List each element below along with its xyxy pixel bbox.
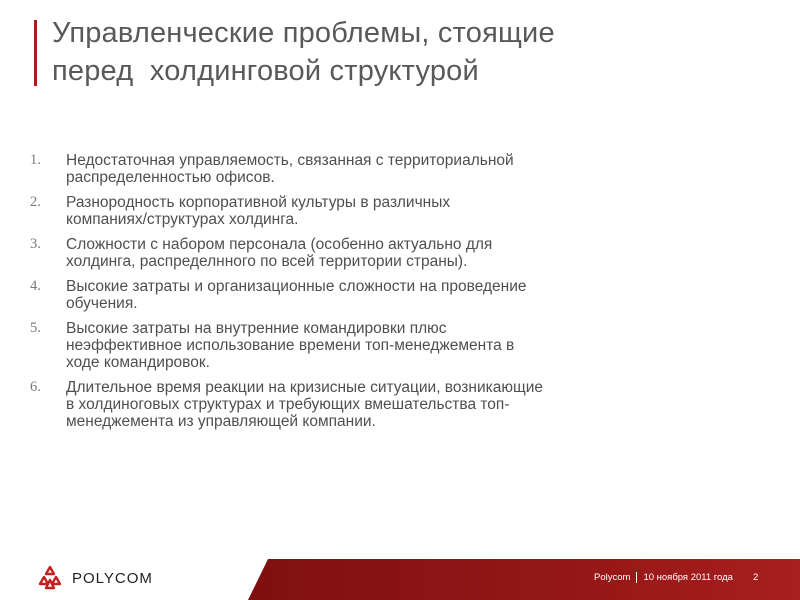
list-item-number: 4. (30, 278, 41, 294)
list-item-line: обучения. (66, 295, 138, 312)
slide-title-line: Управленческие проблемы, стоящие (52, 17, 555, 49)
list-item-line: менеджемента из управляющей компании. (66, 413, 376, 430)
list-item-text (66, 379, 700, 430)
list-item (30, 320, 700, 371)
list-item-number: 2. (30, 194, 41, 210)
list-item-line: ходе командировок. (66, 354, 210, 371)
polycom-triangle-logo-icon (36, 565, 64, 591)
list-item-line: в холдиноговых структурах и требующих вмешательства топ- (66, 396, 510, 413)
list-item (30, 194, 700, 228)
list-item-number: 1. (30, 152, 41, 168)
footer-date: 10 ноября 2011 года (643, 572, 733, 584)
list-item-line: Длительное время реакции на кризисные ситуации, возникающие (66, 379, 544, 396)
problem-list (30, 152, 700, 438)
list-item-line: Высокие затраты на внутренние командировки плюс (66, 320, 447, 337)
list-item-line: Разнородность корпоративной культуры в различных (66, 194, 451, 211)
polycom-logo-text: POLYCOM (72, 569, 153, 587)
list-item-text (66, 278, 700, 312)
list-item-number: 3. (30, 236, 41, 252)
list-item-line: компаниях/структурах холдинга. (66, 211, 299, 228)
list-item-line: холдинга, распределнного по всей территории страны). (66, 253, 468, 270)
list-item-line: Сложности с набором персонала (особенно актуально для (66, 236, 493, 253)
footer-info (594, 572, 733, 583)
title-accent-bar (34, 20, 37, 86)
slide-title-line: перед холдинговой структурой (52, 55, 479, 87)
footer-separator (636, 572, 637, 583)
list-item (30, 379, 700, 430)
list-item (30, 152, 700, 186)
footer-brand: Polycom (594, 572, 631, 584)
slide-title (52, 14, 772, 90)
list-item-number: 6. (30, 379, 41, 395)
list-item-text (66, 152, 700, 186)
list-item (30, 278, 700, 312)
polycom-logo (36, 565, 153, 591)
list-item-line: Недостаточная управляемость, связанная с территориальной (66, 152, 514, 169)
list-item-line: распределенностью офисов. (66, 169, 275, 186)
page-number: 2 (753, 572, 759, 583)
list-item-number: 5. (30, 320, 41, 336)
list-item-line: неэффективное использование времени топ-менеджемента в (66, 337, 515, 354)
list-item-line: Высокие затраты и организационные сложности на проведение (66, 278, 527, 295)
list-item-text (66, 194, 700, 228)
list-item (30, 236, 700, 270)
list-item-text (66, 236, 700, 270)
list-item-text (66, 320, 700, 371)
